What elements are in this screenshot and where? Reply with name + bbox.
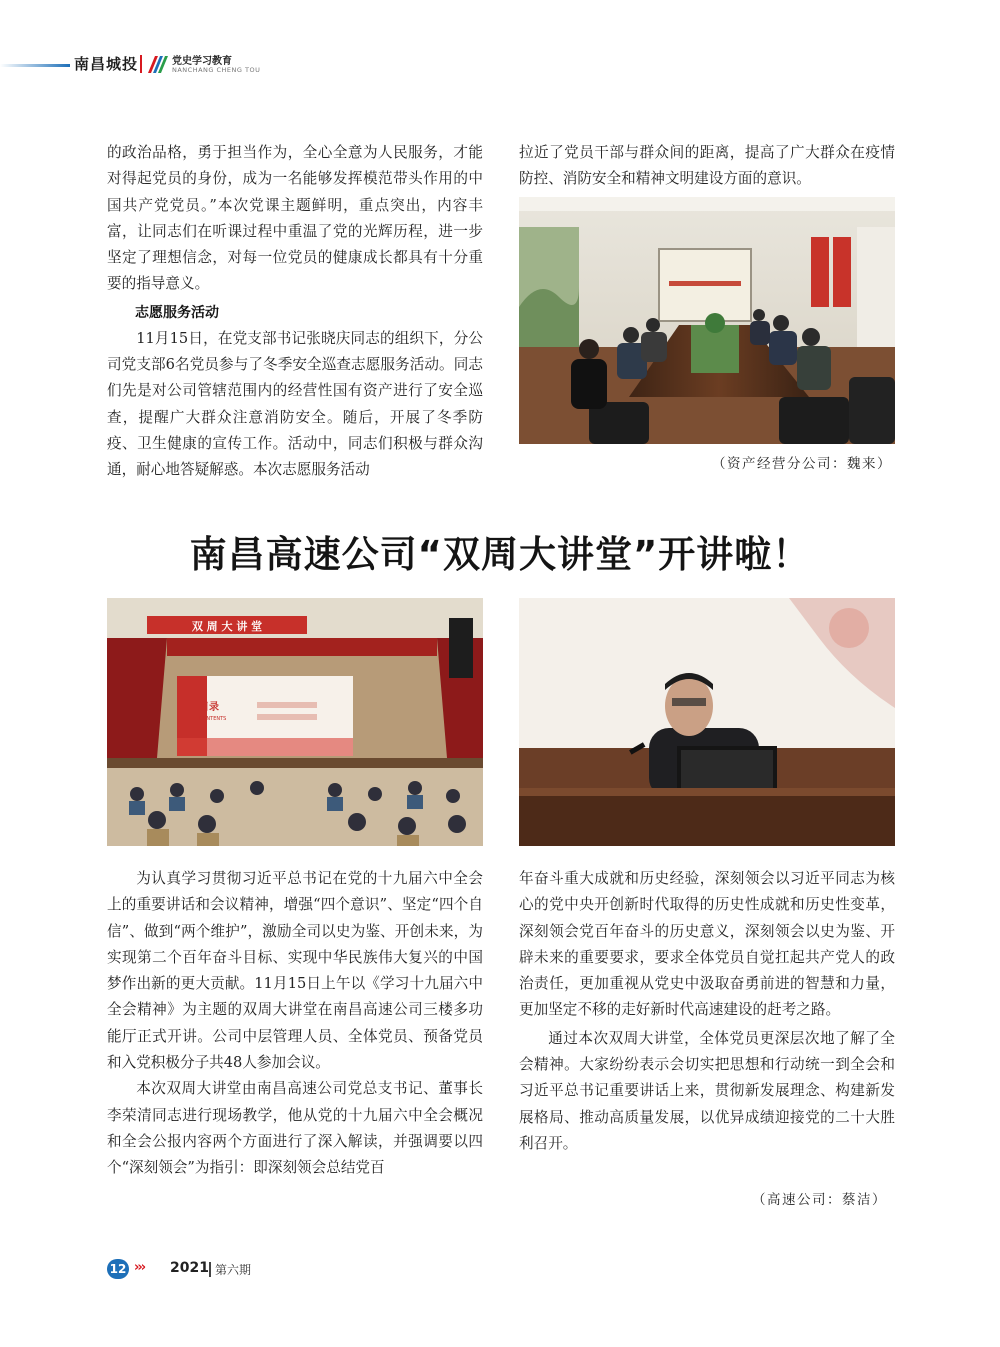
article1-subhead: 志愿服务活动 bbox=[135, 304, 219, 321]
auditorium-photo bbox=[107, 598, 483, 846]
banner-text: 双 周 大 讲 堂 bbox=[191, 620, 263, 633]
article2-paragraph: 年奋斗重大成就和历史经验，深刻领会以习近平同志为核心的党中央开创新时代取得的历史性成就和历史性变革，深刻领会党百年奋斗的历史意义，深刻领会以史为鉴、开辟未来的重要要求，要求全体党员自觉扛起共产党人的政治责任，更加重视从党史中汲取奋勇前进的智慧和力量，更加坚定不移的走好新时代高速建设的赶考之路。 bbox=[519, 870, 895, 1019]
speaker-photo bbox=[519, 598, 895, 846]
header-separator bbox=[140, 55, 142, 73]
footer-issue: 第六期 bbox=[215, 1263, 252, 1277]
page-footer bbox=[107, 1257, 407, 1281]
article2-paragraph: 为认真学习贯彻习近平总书记在党的十九届六中全会上的重要讲话和会议精神，增强“四个意识”、坚定“四个自信”、做到“两个维护”，激励全司以史为鉴、开创未来，为实现第二个百年奋斗目标、实现中华民族伟大复兴的中国梦作出新的更大贡献。11月15日上午以《学习十九届六中全会精神》为主题的双周大讲堂在南昌高速公司三楼多功能厅正式开讲。公司中层管理人员、全体党员、预备党员和入党积极分子共48人参加会议。 bbox=[107, 870, 483, 1072]
article2-paragraph: 通过本次双周大讲堂，全体党员更深层次地了解了全会精神。大家纷纷表示会切实把思想和行动统一到全会和习近平总书记重要讲话上来，贯彻新发展理念、构建新发展格局、推动高质量发展，以优异成绩迎接党的二十大胜利召开。 bbox=[519, 1029, 895, 1152]
article2-title: 南昌高速公司“双周大讲堂”开讲啦！ bbox=[189, 533, 811, 576]
article2-paragraph: 本次双周大讲堂由南昌高速公司党总支书记、董事长李荣清同志进行现场教学，他从党的十九届六中全会概况和全会公报内容两个方面进行了深入解读，并强调要以四个“深刻领会”为指引：即深刻领会总结党百 bbox=[107, 1080, 483, 1177]
article1-caption: （资产经营分公司：魏来） bbox=[712, 456, 892, 472]
meeting-room-photo bbox=[519, 197, 895, 444]
article1-right-column bbox=[519, 140, 895, 193]
header-accent-line bbox=[0, 64, 70, 67]
footer-separator bbox=[209, 1262, 211, 1277]
page-header bbox=[0, 50, 1000, 82]
header-brand: 南昌城投 bbox=[74, 55, 139, 73]
brand-logo-icon bbox=[146, 54, 170, 74]
header-section-en: NANCHANG CHENG TOU bbox=[172, 66, 261, 74]
article2-left-column bbox=[107, 866, 483, 1182]
footer-year: 2021 bbox=[170, 1260, 209, 1276]
article1-paragraph: 拉近了党员干部与群众间的距离，提高了广大群众在疫情防控、消防安全和精神文明建设方面的意识。 bbox=[519, 144, 895, 188]
article1-left-column bbox=[107, 140, 483, 484]
article1-paragraph: 11月15日，在党支部书记张晓庆同志的组织下，分公司党支部6名党员参与了冬季安全巡查志愿服务活动。同志们先是对公司管辖范围内的经营性国有资产进行了安全巡查，提醒广大群众注意消防安全。随后，开展了冬季防疫、卫生健康的宣传工作。活动中，同志们积极与群众沟通，耐心地答疑解惑。本次志愿服务活动 bbox=[107, 329, 483, 479]
article1-paragraph: 的政治品格，勇于担当作为，全心全意为人民服务，才能对得起党员的身份，成为一名能够发挥模范带头作用的中国共产党党员。”本次党课主题鲜明，重点突出，内容丰富，让同志们在听课过程中重温了党的光辉历程，进一步坚定了理想信念，对每一位党员的健康成长都具有十分重要的指导意义。 bbox=[107, 144, 483, 293]
article2-right-column bbox=[519, 866, 895, 1157]
article2-caption: （高速公司：蔡洁） bbox=[752, 1192, 887, 1208]
page-number: 12 bbox=[107, 1259, 129, 1279]
chevron-arrows-icon: ››› bbox=[134, 1260, 145, 1275]
screen-subtitle: CONTENTS bbox=[199, 716, 227, 722]
header-section: 党史学习教育 bbox=[172, 56, 232, 67]
screen-title: 目录 bbox=[199, 702, 219, 713]
